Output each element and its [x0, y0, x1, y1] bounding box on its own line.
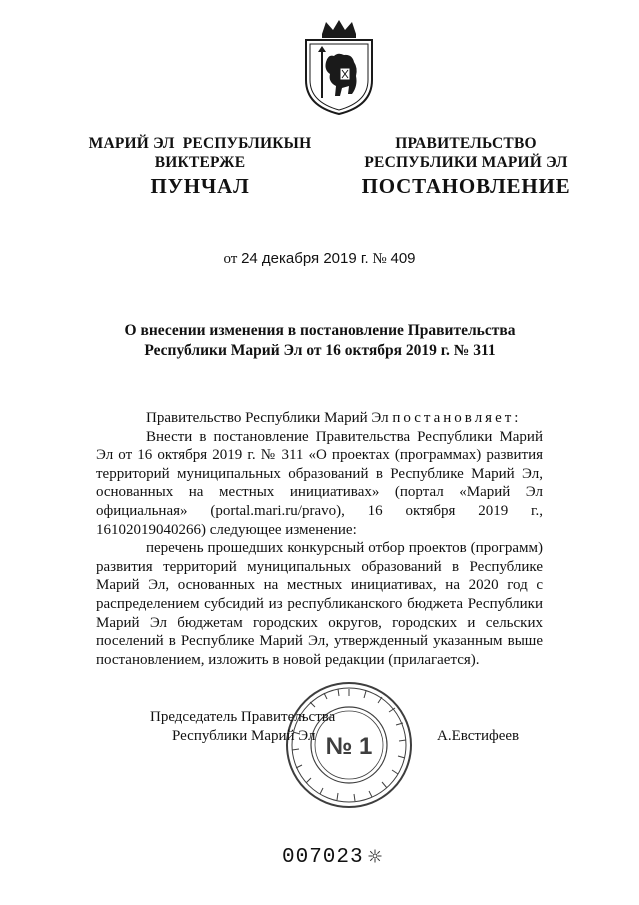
asterisk-ornament-icon [368, 849, 382, 863]
header-left-block [80, 134, 320, 172]
serial-number: 007023 [282, 846, 364, 869]
signatory-title-line1: Председатель Правительства [150, 709, 336, 725]
paragraph-1: Внести в постановление Правительства Республики Марий Эл от 16 октября 2019 г. № 311 «О проектах (программах) развития территорий муниципальных образований в Республике Марий Эл, основанных на местных инициативах» (портал «Марий Эл официальная» (portal.mari.ru/pravo), 16 октября 2019 г., 16102019040266) следующее изменение: [96, 428, 543, 538]
document-number: 409 [390, 250, 416, 267]
doc-type-mari: ПУНЧАЛ [150, 174, 250, 198]
date-prefix: от [223, 251, 238, 267]
document-title [95, 321, 545, 361]
document-body [96, 409, 543, 669]
title-line2: Республики Марий Эл от 16 октября 2019 г. № 311 [144, 342, 496, 359]
doc-type-russian: ПОСТАНОВЛЕНИЕ [361, 174, 571, 198]
date-number-line [0, 250, 639, 268]
header-right-block [350, 134, 582, 172]
intro-paragraph [96, 409, 543, 428]
title-line1: О внесении изменения в постановление Правительства [124, 322, 516, 339]
signatory-name: А.Евстифеев [437, 728, 520, 744]
intro-subject: Правительство Республики Марий Эл [146, 410, 389, 426]
header-left-line2: ВИКТЕРЖЕ [154, 154, 246, 171]
coat-of-arms-emblem [300, 18, 378, 116]
number-sign: № [372, 251, 387, 267]
stamp-number: № 1 [325, 733, 373, 760]
document-date: 24 декабря 2019 г. [241, 250, 369, 267]
intro-verb: постановляет: [392, 410, 522, 426]
signatory-title-line2: Республики Марий Эл [172, 728, 316, 744]
header-left-line1: МАРИЙ ЭЛ РЕСПУБЛИКЫН [88, 135, 312, 152]
paragraph-2: перечень прошедших конкурсный отбор проектов (программ) развития территорий муниципальных образований в Республике Марий Эл, основанных на местных инициативах, на 2020 год с распределением субсидий из республиканского бюджета Республики Марий Эл бюджетам городских округов, городских и сельских поселений в Республике Марий Эл, утвержденный указанным выше постановлением, изложить в новой редакции (прилагается). [96, 540, 543, 668]
header-right-line1: ПРАВИТЕЛЬСТВО [395, 135, 537, 152]
header-right-line2: РЕСПУБЛИКИ МАРИЙ ЭЛ [364, 154, 568, 171]
